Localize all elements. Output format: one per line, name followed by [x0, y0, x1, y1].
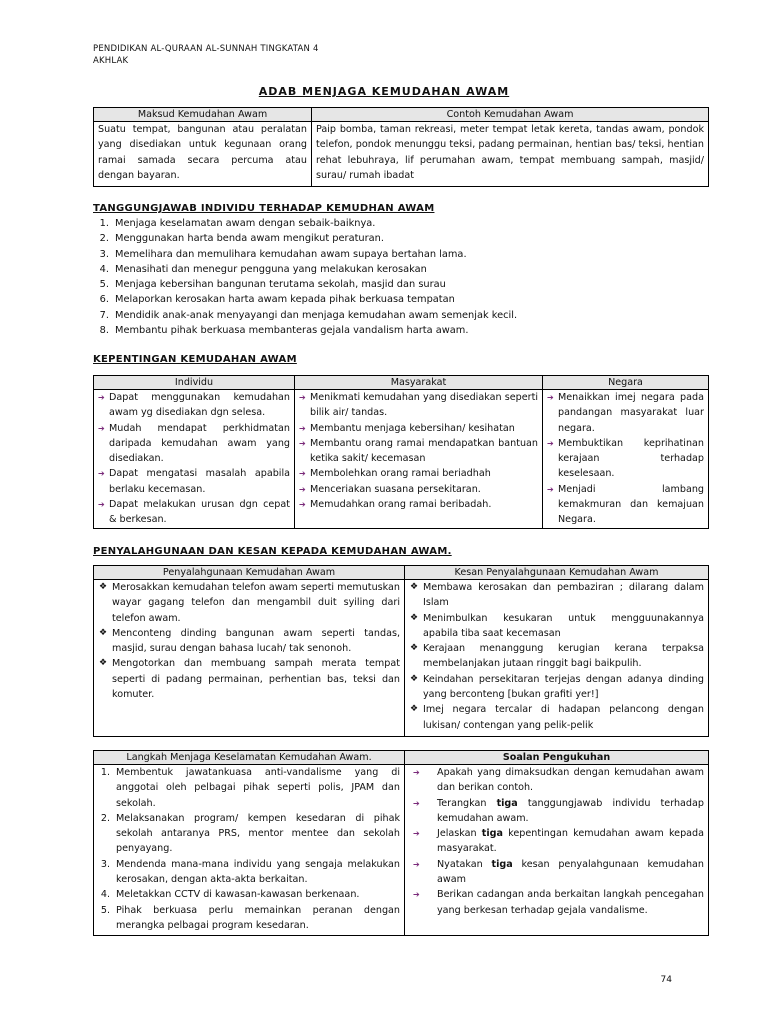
responsibility-list: [93, 216, 708, 338]
list-item: [98, 903, 400, 934]
list-item: [93, 323, 708, 338]
list-item: [547, 482, 704, 528]
arrow-bullet-icon: ➔: [98, 423, 105, 433]
questions-header: Soalan Pengukuhan: [405, 751, 709, 765]
arrow-bullet-icon: ➔: [299, 438, 306, 448]
arrow-bullet-icon: ➔: [98, 393, 105, 402]
list-text: Menimbulkan kesukaran untuk mengguunakannya apabila tiba saat kecemasan: [423, 612, 704, 639]
list-item: [98, 497, 290, 528]
list-text: Membuktikan keprihatinan kerajaan terhadap keselesaan.: [558, 437, 704, 480]
list-text: Menjaga keselamatan awam dengan sebaik-baiknya.: [115, 218, 376, 229]
arrow-bullet-icon: ➔: [299, 500, 306, 510]
list-item: [98, 390, 290, 421]
list-item: [98, 421, 290, 467]
question-emphasis: tiga: [491, 858, 513, 870]
list-number: 2.: [100, 812, 110, 824]
page-number: 74: [660, 975, 672, 985]
list-item: [98, 765, 400, 811]
importance-heading: KEPENTINGAN KEMUDAHAN AWAM: [93, 354, 297, 365]
importance-table: [93, 375, 709, 529]
steps-header: Langkah Menjaga Keselamatan Kemudahan Awam.: [94, 751, 405, 765]
list-item: [299, 497, 538, 512]
list-number: 5.: [99, 279, 109, 291]
list-item: [409, 611, 704, 642]
steps-cell: [94, 765, 405, 936]
list-number: 4.: [99, 263, 109, 275]
misuse-cell: [94, 580, 405, 737]
diamond-bullet-icon: ❖: [410, 673, 419, 684]
list-item: [98, 656, 400, 702]
list-item: [93, 292, 708, 307]
definition-header: Maksud Kemudahan Awam: [94, 108, 312, 122]
arrow-bullet-icon: ➔: [299, 469, 306, 479]
question-text: Apakah yang dimaksudkan dengan kemudahan awam dan berikan contoh.: [437, 767, 704, 794]
list-text: Melaporkan kerosakan harta awam kepada pihak berkuasa tempatan: [115, 294, 455, 306]
list-item: [409, 672, 704, 703]
list-item: [547, 390, 704, 436]
question-emphasis: tiga: [496, 797, 518, 809]
arrow-bullet-icon: ➔: [299, 484, 306, 494]
list-text: Mendidik anak-anak menyayangi dan menjaga kemudahan awam semenjak kecil.: [115, 309, 518, 321]
list-number: 4.: [100, 889, 110, 901]
list-text: Imej negara tercalar di hadapan pelancong dengan lukisan/ contengan yang pelik-pelik: [423, 704, 704, 731]
list-text: Menaikkan imej negara pada pandangan masyarakat luar negara.: [558, 392, 704, 434]
list-text: Membentuk jawatankuasa anti-vandalisme yang di anggotai oleh pelbagai pihak seperti polis, JPAM dan sekolah.: [116, 767, 400, 809]
list-item: [98, 811, 400, 857]
header-topic: AKHLAK: [93, 56, 129, 66]
page-title: ADAB MENJAGA KEMUDAHAN AWAM: [258, 85, 510, 98]
arrow-bullet-icon: ➔: [547, 393, 554, 402]
list-item: [299, 390, 538, 421]
responsibility-heading: TANGGUNGJAWAB INDIVIDU TERHADAP KEMUDHAN AWAM: [93, 203, 435, 214]
individu-cell: [94, 390, 295, 529]
list-number: 1.: [99, 218, 109, 229]
definition-text: Suatu tempat, bangunan atau peralatan yang disediakan untuk kegunaan orang ramai samada secara percuma atau dengan bayaran.: [94, 122, 312, 187]
individu-header: Individu: [94, 376, 295, 390]
question-text: Terangkan: [437, 797, 497, 809]
arrow-bullet-icon: ➔: [299, 393, 306, 402]
list-text: Pihak berkuasa perlu memainkan peranan dengan merangka pelbagai program kesedaran.: [116, 904, 400, 931]
list-number: 6.: [99, 294, 109, 306]
list-item: [93, 277, 708, 292]
list-text: Keindahan persekitaran terjejas dengan adanya dinding yang berconteng [bukan grafiti yer!]: [423, 673, 704, 701]
list-number: 3.: [100, 858, 110, 870]
arrow-bullet-icon: ➔: [413, 859, 420, 869]
list-item: [409, 702, 704, 733]
list-text: Membantu orang ramai mendapatkan bantuan ketika sakit/ kecemasan: [310, 437, 538, 465]
list-number: 8.: [99, 325, 109, 337]
list-text: Kerajaan menanggung kerugian kerana terpaksa membelanjakan jutaan ringgit bagi baikpulih.: [423, 643, 704, 670]
list-item: [409, 641, 704, 672]
list-item: [299, 482, 538, 497]
questions-cell: [405, 765, 709, 936]
list-item: [93, 231, 708, 246]
list-item: [547, 436, 704, 482]
list-text: Mendenda mana-mana individu yang sengaja melakukan kerosakan, dengan akta-akta berkaitan.: [116, 858, 400, 886]
diamond-bullet-icon: ❖: [99, 627, 108, 638]
arrow-bullet-icon: ➔: [413, 829, 420, 839]
list-item: [98, 466, 290, 497]
list-text: Mudah mendapat perkhidmatan daripada kemudahan awam yang disediakan.: [109, 422, 290, 465]
arrow-bullet-icon: ➔: [299, 423, 306, 433]
effect-header: Kesan Penyalahgunaan Kemudahan Awam: [405, 566, 709, 580]
examples-text: Paip bomba, taman rekreasi, meter tempat letak kereta, tandas awam, pondok telefon, pondok menunggu teksi, padang permainan, hentian bas/ teksi, hentian rehat lebuhraya, lif perumahan awam, tempat membuang sampah, masjid/ surau/ rumah ibadat: [312, 122, 709, 187]
list-text: Membolehkan orang ramai beriadhah: [310, 468, 491, 480]
negara-cell: [543, 390, 709, 529]
list-text: Merosakkan kemudahan telefon awam seperti memutuskan wayar gagang telefon dan mengambil duit syiling dari telefon awam.: [112, 582, 400, 624]
question-text: Berikan cadangan anda berkaitan langkah pencegahan yang berkesan terhadap gejala vandalisme.: [437, 889, 704, 916]
question-text: Nyatakan: [437, 858, 492, 870]
list-number: 2.: [99, 233, 109, 245]
header-subject: PENDIDIKAN AL-QURAAN AL-SUNNAH TINGKATAN 4: [93, 44, 319, 54]
list-number: 3.: [99, 248, 109, 260]
list-item: [409, 826, 704, 857]
list-text: Dapat melakukan urusan dgn cepat & berkesan.: [109, 499, 290, 526]
list-text: Mengotorkan dan membuang sampah merata tempat seperti di padang permainan, perhentian bas, teksi dan komuter.: [112, 658, 400, 701]
arrow-bullet-icon: ➔: [98, 500, 105, 510]
list-text: Membantu pihak berkuasa membanteras gejala vandalism harta awam.: [115, 325, 469, 337]
question-text-end: kepentingan kemudahan awam kepada masyarakat.: [437, 828, 705, 855]
arrow-bullet-icon: ➔: [547, 438, 554, 448]
list-text: Menjadi lambang kemakmuran dan kemajuan Negara.: [558, 483, 704, 526]
diamond-bullet-icon: ❖: [410, 582, 419, 592]
list-number: 1.: [100, 767, 110, 778]
diamond-bullet-icon: ❖: [410, 704, 419, 715]
list-item: [299, 466, 538, 481]
list-text: Menasihati dan menegur pengguna yang melakukan kerosakan: [115, 263, 427, 275]
list-item: [93, 216, 708, 231]
list-item: [299, 436, 538, 467]
list-item: [409, 765, 704, 796]
question-text: Jelaskan: [437, 828, 482, 840]
list-text: Menconteng dinding bangunan awam seperti tandas, masjid, surau dengan bahasa lucah/ tak senonoh.: [112, 627, 400, 655]
arrow-bullet-icon: ➔: [413, 768, 420, 777]
examples-header: Contoh Kemudahan Awam: [312, 108, 709, 122]
question-text-end: kesan penyalahgunaan kemudahan awam: [437, 858, 704, 886]
list-text: Membantu menjaga kebersihan/ kesihatan: [310, 422, 515, 434]
misuse-header: Penyalahgunaan Kemudahan Awam: [94, 566, 405, 580]
masyarakat-header: Masyarakat: [295, 376, 543, 390]
definition-table: [93, 107, 709, 187]
question-emphasis: tiga: [481, 828, 504, 840]
list-item: [98, 887, 400, 902]
masyarakat-cell: [295, 390, 543, 529]
diamond-bullet-icon: ❖: [99, 658, 108, 669]
steps-questions-table: [93, 750, 709, 936]
arrow-bullet-icon: ➔: [413, 798, 420, 808]
list-text: Membawa kerosakan dan pembaziran ; dilarang dalam Islam: [423, 582, 704, 609]
diamond-bullet-icon: ❖: [99, 582, 108, 592]
list-item: [98, 580, 400, 626]
arrow-bullet-icon: ➔: [98, 469, 105, 479]
arrow-bullet-icon: ➔: [413, 890, 420, 900]
misuse-heading: PENYALAHGUNAAN DAN KESAN KEPADA KEMUDAHAN AWAM.: [93, 546, 452, 557]
list-text: Menggunakan harta benda awam mengikut peraturan.: [115, 233, 384, 245]
list-text: Dapat menggunakan kemudahan awam yg disediakan dgn selesa.: [109, 392, 290, 419]
list-item: [93, 308, 708, 323]
list-item: [409, 887, 704, 918]
misuse-table: [93, 565, 709, 737]
list-item: [93, 247, 708, 262]
list-item: [98, 626, 400, 657]
list-text: Memelihara dan memulihara kemudahan awam supaya bertahan lama.: [115, 248, 467, 260]
list-number: 5.: [100, 904, 110, 916]
list-text: Menceriakan suasana persekitaran.: [310, 483, 481, 495]
list-text: Menjaga kebersihan bangunan terutama sekolah, masjid dan surau: [115, 279, 446, 291]
list-text: Menikmati kemudahan yang disediakan seperti bilik air/ tandas.: [310, 392, 538, 419]
list-number: 7.: [99, 309, 109, 321]
list-text: Memudahkan orang ramai beribadah.: [310, 499, 492, 511]
list-text: Dapat mengatasi masalah apabila berlaku kecemasan.: [109, 468, 290, 495]
list-text: Melaksanakan program/ kempen kesedaran di pihak sekolah antaranya PRS, mentor mentee dan sekolah penyayang.: [116, 812, 400, 855]
arrow-bullet-icon: ➔: [547, 484, 554, 494]
diamond-bullet-icon: ❖: [410, 612, 419, 623]
effect-cell: [405, 580, 709, 737]
list-item: [409, 857, 704, 888]
list-item: [409, 796, 704, 827]
list-item: [98, 857, 400, 888]
diamond-bullet-icon: ❖: [410, 643, 419, 654]
list-text: Meletakkan CCTV di kawasan-kawasan berkenaan.: [116, 889, 360, 901]
list-item: [299, 421, 538, 436]
list-item: [93, 262, 708, 277]
list-item: [409, 580, 704, 611]
question-text-end: tanggungjawab individu terhadap kemudahan awam.: [437, 797, 704, 824]
negara-header: Negara: [543, 376, 709, 390]
